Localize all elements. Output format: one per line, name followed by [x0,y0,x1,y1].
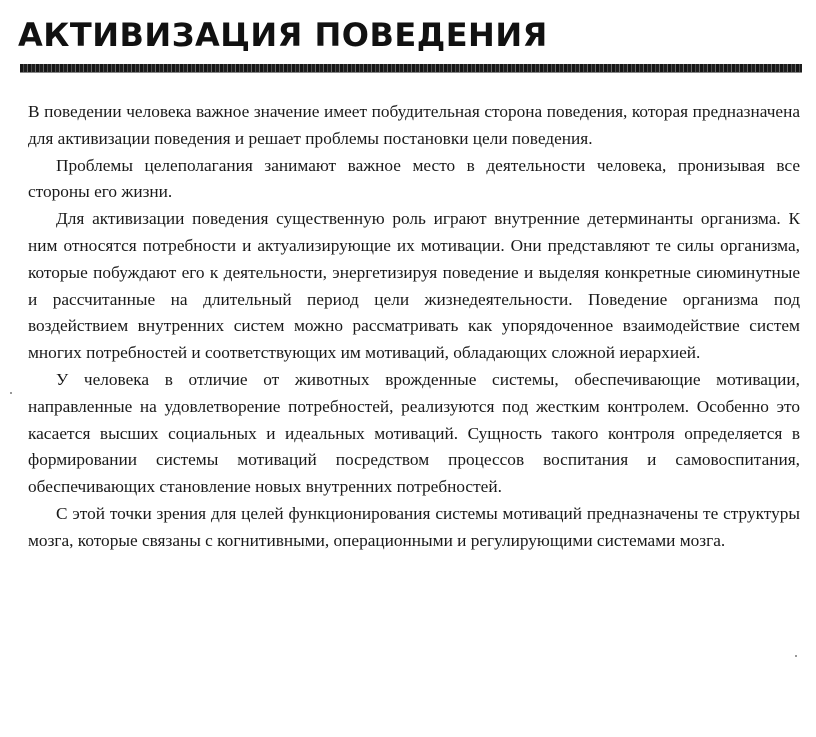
paragraph: Для активизации поведения существенную роль играют внутренние детерминанты организма. К ним относятся потребности и актуализирующие их мотивации. Они представляют те силы организма, которые побуждают его к деятельности, энергетизируя поведение и выделяя конкретные сиюминутные и рассчитанные на длительный период цели жизнедеятельности. Поведение организма под воздействием внутренних систем можно рассматривать как упорядоченное взаимодействие систем многих потребностей и соответствующих им мотиваций, обладающих сложной иерархией. [28,209,800,363]
paragraph: С этой точки зрения для целей функционирования системы мотиваций предназначены те структуры мозга, которые связаны с когнитивными, операционными и регулирующими системами мозга. [28,503,800,550]
paragraph: В поведении человека важное значение имеет побудительная сторона поведения, которая предназначена для активизации поведения и решает проблемы постановки цели поведения. [28,102,800,148]
heading-rule [20,64,802,72]
paragraph: Проблемы целеполагания занимают важное место в деятельности человека, пронизывая все стороны его жизни. [28,155,800,202]
print-speck [10,392,12,394]
paragraph: У человека в отличие от животных врожденные системы, обеспечивающие мотивации, направленные на удовлетворение потребностей, реализуются под жестким контролем. Особенно это касается высших социальных и идеальных мотиваций. Сущность такого контроля определяется в формировании системы мотиваций посредством процессов воспитания и самовоспитания, обеспечивающих становление новых внутренних потребностей. [28,369,800,497]
heading-rule-shadow [20,72,802,73]
print-speck [795,655,797,657]
section-heading: АКТИВИЗАЦИЯ ПОВЕДЕНИЯ [18,16,548,54]
body-text [28,99,800,555]
